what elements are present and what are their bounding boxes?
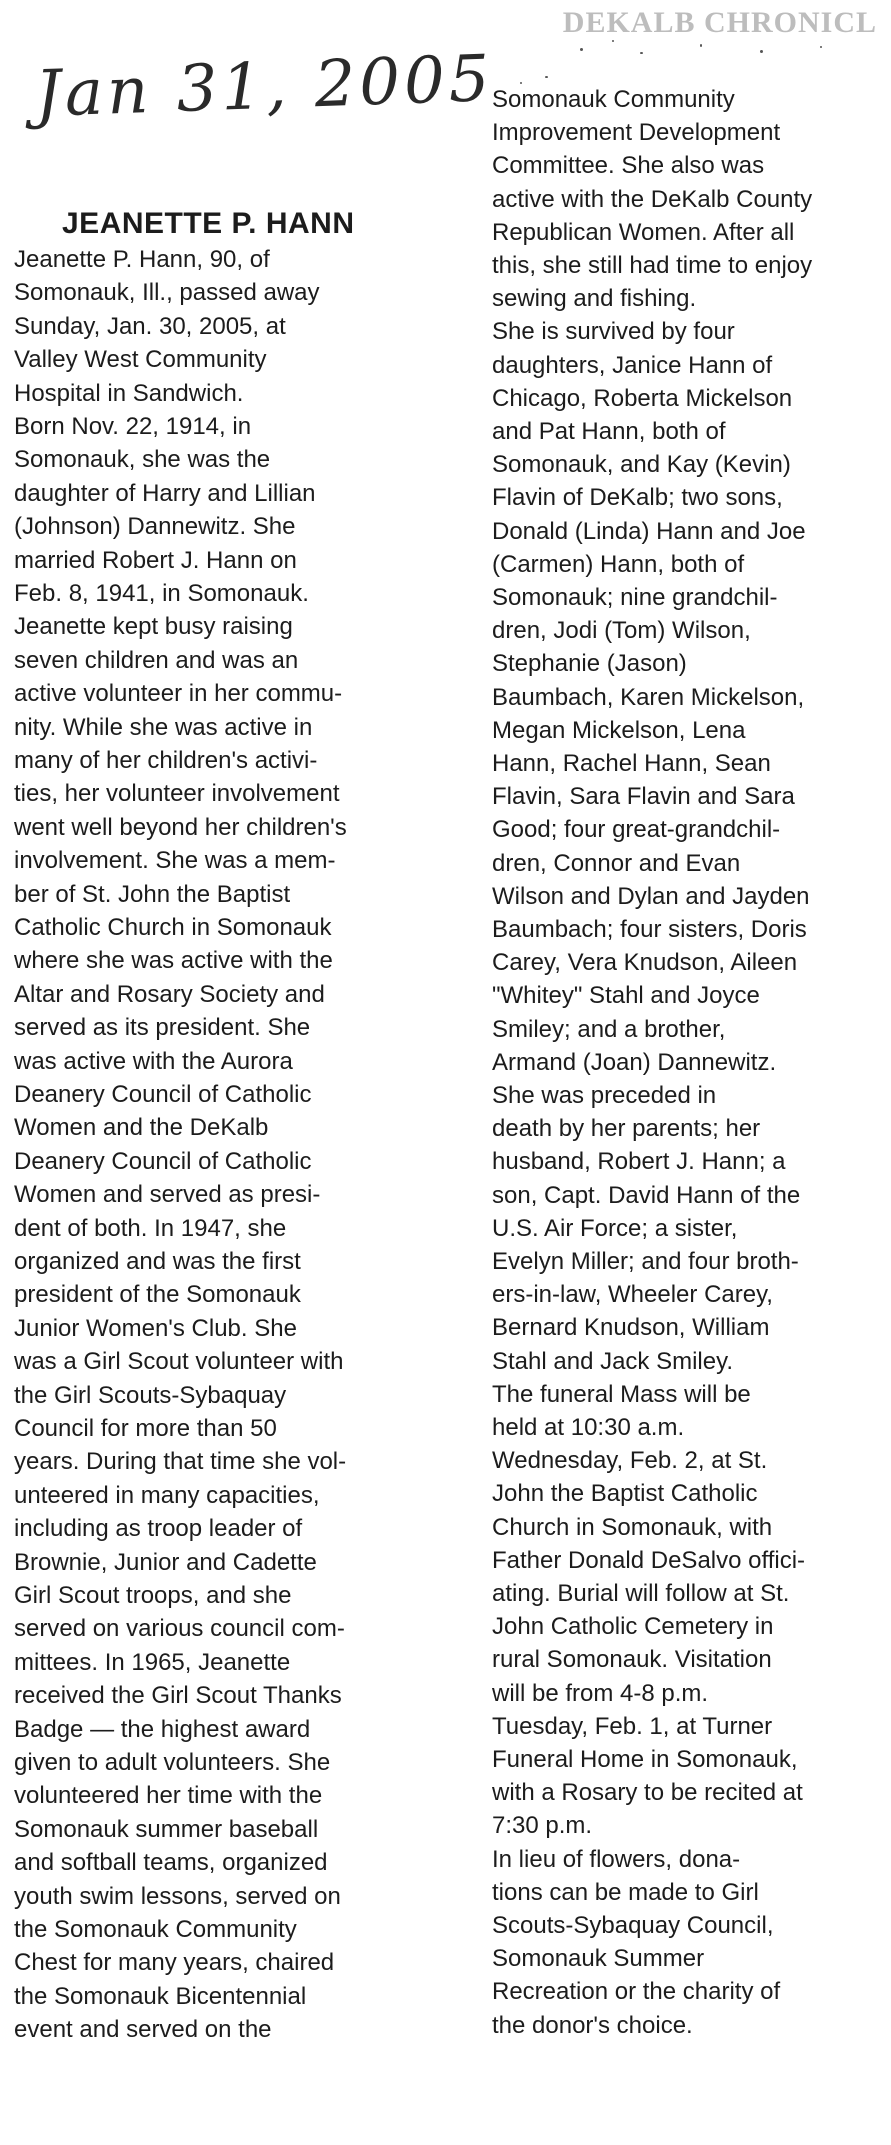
- text-line: Wilson and Dylan and Jayden: [492, 882, 810, 910]
- text-line: Somonauk, and Kay (Kevin): [492, 451, 791, 479]
- text-line: Stahl and Jack Smiley.: [492, 1347, 733, 1375]
- text-line: Somonauk, Ill., passed away: [14, 279, 320, 307]
- text-line: unteered in many capacities,: [14, 1481, 320, 1509]
- text-line: dren, Jodi (Tom) Wilson,: [492, 617, 751, 645]
- obituary-headline: JEANETTE P. HANN: [62, 207, 355, 240]
- text-line: the Somonauk Community: [14, 1916, 297, 1943]
- text-line: seven children and was an: [14, 646, 299, 674]
- text-line: will be from 4-8 p.m.: [492, 1679, 709, 1707]
- text-line: ers-in-law, Wheeler Carey,: [492, 1281, 773, 1309]
- text-line: Catholic Church in Somonauk: [14, 914, 332, 941]
- text-line: Funeral Home in Somonauk,: [492, 1746, 798, 1773]
- text-line: Hann, Rachel Hann, Sean: [492, 750, 771, 777]
- text-line: John Catholic Cemetery in: [492, 1613, 774, 1641]
- text-line: Somonauk; nine grandchil-: [492, 584, 778, 611]
- text-line: Sunday, Jan. 30, 2005, at: [14, 312, 286, 340]
- text-line: Chicago, Roberta Mickelson: [492, 384, 793, 412]
- text-line: Council for more than 50: [14, 1415, 277, 1442]
- newspaper-masthead: DEKALB CHRONICL: [562, 6, 877, 39]
- text-line: Hospital in Sandwich.: [14, 379, 244, 407]
- text-line: president of the Somonauk: [14, 1281, 301, 1309]
- text-line: involvement. She was a mem-: [14, 847, 336, 875]
- text-line: active with the DeKalb County: [492, 185, 813, 213]
- text-line: Tuesday, Feb. 1, at Turner: [492, 1712, 773, 1740]
- text-line: She is survived by four: [492, 318, 735, 346]
- text-line: mittees. In 1965, Jeanette: [14, 1648, 291, 1676]
- text-line: Republican Women. After all: [492, 218, 795, 246]
- text-line: this, she still had time to enjoy: [492, 252, 813, 279]
- text-line: Badge — the highest award: [14, 1715, 311, 1743]
- text-line: daughter of Harry and Lillian: [14, 479, 316, 507]
- text-line: dent of both. In 1947, she: [14, 1214, 287, 1242]
- text-line: years. During that time she vol-: [14, 1448, 347, 1476]
- text-line: organized and was the first: [14, 1248, 301, 1275]
- text-line: Somonauk, she was the: [14, 446, 271, 474]
- text-line: ber of St. John the Baptist: [14, 880, 291, 908]
- text-line: and Pat Hann, both of: [492, 418, 726, 445]
- text-line: Improvement Development: [492, 119, 781, 147]
- text-line: Somonauk summer baseball: [14, 1815, 319, 1843]
- text-line: event and served on the: [14, 2016, 272, 2044]
- text-line: held at 10:30 a.m.: [492, 1414, 685, 1441]
- text-line: the Somonauk Bicentennial: [14, 1982, 307, 2010]
- text-line: volunteered her time with the: [14, 1782, 323, 1810]
- text-line: Jeanette kept busy raising: [14, 613, 293, 641]
- text-line: dren, Connor and Evan: [492, 849, 741, 877]
- text-line: She was preceded in: [492, 1082, 717, 1109]
- text-line: Flavin, Sara Flavin and Sara: [492, 783, 795, 811]
- text-line: where she was active with the: [14, 947, 333, 975]
- text-line: Megan Mickelson, Lena: [492, 716, 746, 744]
- text-line: death by her parents; her: [492, 1115, 761, 1143]
- text-line: (Carmen) Hann, both of: [492, 550, 745, 578]
- text-line: daughters, Janice Hann of: [492, 351, 773, 379]
- text-line: ties, her volunteer involvement: [14, 780, 340, 808]
- text-line: Carey, Vera Knudson, Aileen: [492, 949, 798, 977]
- text-line: with a Rosary to be recited at: [492, 1779, 803, 1807]
- text-line: Somonauk Community: [492, 86, 735, 113]
- text-line: Baumbach; four sisters, Doris: [492, 916, 807, 943]
- text-line: Altar and Rosary Society and: [14, 980, 325, 1008]
- text-line: many of her children's activi-: [14, 747, 318, 774]
- text-line: Committee. She also was: [492, 152, 765, 180]
- text-line: husband, Robert J. Hann; a: [492, 1148, 786, 1176]
- text-line: In lieu of flowers, dona-: [492, 1845, 741, 1873]
- text-line: tions can be made to Girl: [492, 1878, 759, 1906]
- text-line: Donald (Linda) Hann and Joe: [492, 517, 806, 545]
- text-line: youth swim lessons, served on: [14, 1882, 341, 1910]
- text-line: Jeanette P. Hann, 90, of: [14, 246, 270, 273]
- text-line: Scouts-Sybaquay Council,: [492, 1912, 774, 1939]
- text-line: nity. While she was active in: [14, 713, 313, 741]
- text-line: the Girl Scouts-Sybaquay: [14, 1381, 287, 1409]
- text-line: was a Girl Scout volunteer with: [14, 1348, 344, 1376]
- text-line: Father Donald DeSalvo offici-: [492, 1546, 806, 1574]
- text-line: Evelyn Miller; and four broth-: [492, 1248, 799, 1275]
- text-line: served as its president. She: [14, 1014, 311, 1042]
- text-line: Girl Scout troops, and she: [14, 1582, 292, 1609]
- text-line: (Johnson) Dannewitz. She: [14, 513, 296, 541]
- text-line: Wednesday, Feb. 2, at St.: [492, 1447, 768, 1475]
- text-line: was active with the Aurora: [14, 1047, 293, 1075]
- text-line: U.S. Air Force; a sister,: [492, 1214, 738, 1242]
- text-line: Good; four great-grandchil-: [492, 816, 781, 844]
- text-line: active volunteer in her commu-: [14, 680, 343, 708]
- text-line: Baumbach, Karen Mickelson,: [492, 683, 805, 711]
- text-line: received the Girl Scout Thanks: [14, 1682, 342, 1710]
- text-line: Bernard Knudson, William: [492, 1314, 770, 1342]
- text-line: Born Nov. 22, 1914, in: [14, 413, 252, 440]
- text-line: sewing and fishing.: [492, 285, 697, 313]
- text-line: John the Baptist Catholic: [492, 1480, 758, 1508]
- text-line: 7:30 p.m.: [492, 1812, 593, 1840]
- text-line: Stephanie (Jason): [492, 650, 687, 678]
- text-line: Deanery Council of Catholic: [14, 1081, 312, 1108]
- text-line: Chest for many years, chaired: [14, 1949, 335, 1977]
- text-line: Deanery Council of Catholic: [14, 1147, 312, 1175]
- text-line: "Whitey" Stahl and Joyce: [492, 982, 760, 1010]
- text-line: Brownie, Junior and Cadette: [14, 1548, 317, 1576]
- text-line: Junior Women's Club. She: [14, 1314, 297, 1342]
- text-line: Armand (Joan) Dannewitz.: [492, 1048, 777, 1076]
- text-line: ating. Burial will follow at St.: [492, 1580, 790, 1607]
- text-line: Feb. 8, 1941, in Somonauk.: [14, 580, 309, 607]
- text-line: Smiley; and a brother,: [492, 1015, 726, 1043]
- text-line: Recreation or the charity of: [492, 1978, 781, 2006]
- text-line: Church in Somonauk, with: [492, 1513, 773, 1541]
- text-line: son, Capt. David Hann of the: [492, 1181, 801, 1209]
- text-line: went well beyond her children's: [14, 813, 347, 841]
- text-line: the donor's choice.: [492, 2011, 693, 2039]
- text-line: Flavin of DeKalb; two sons,: [492, 484, 783, 512]
- text-line: given to adult volunteers. She: [14, 1749, 331, 1776]
- text-line: served on various council com-: [14, 1615, 345, 1643]
- text-line: married Robert J. Hann on: [14, 546, 297, 574]
- handwritten-date: Jan 31, 2005: [34, 42, 495, 132]
- text-line: including as troop leader of: [14, 1515, 303, 1543]
- text-line: Women and the DeKalb: [14, 1114, 269, 1142]
- text-line: rural Somonauk. Visitation: [492, 1646, 772, 1674]
- text-line: Valley West Community: [14, 346, 267, 374]
- text-line: The funeral Mass will be: [492, 1380, 751, 1408]
- text-line: Somonauk Summer: [492, 1945, 705, 1973]
- text-line: and softball teams, organized: [14, 1849, 328, 1877]
- text-line: Women and served as presi-: [14, 1181, 321, 1209]
